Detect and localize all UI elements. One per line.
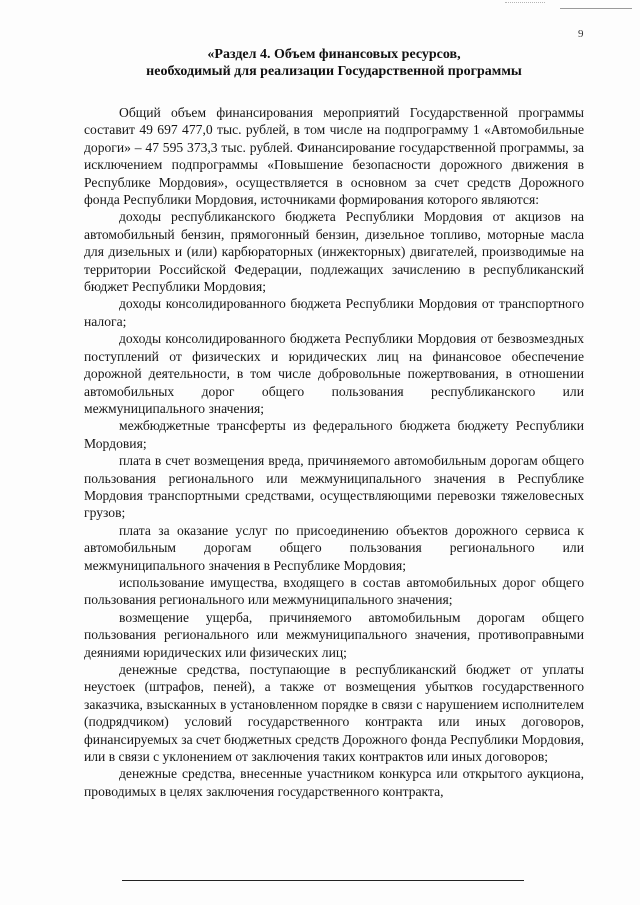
paragraph-heavy-cargo-fee: плата в счет возмещения вреда, причиняемого автомобильным дорогам общего пользования регионального или межмуниципального значения в Республике Мордовия транспортными средствами, осуществляющими перевозки тяжеловесных грузов; [84,453,584,521]
footer-rule [122,880,524,881]
paragraph-property-use: использование имущества, входящего в состав автомобильных дорог общего пользования регионального или межмуниципального значения; [84,574,584,608]
scan-artifact [505,2,545,7]
scan-edge-line [560,8,632,9]
paragraph-penalties: денежные средства, поступающие в республиканский бюджет от уплаты неустоек (штрафов, пеней), а также от возмещения убытков государственного заказчика, взысканных в установленном порядке в связи с нарушением исполнителем (подрядчиком) условий государственного контракта или иных договоров, финансируемых за счет бюджетных средств Дорожного фонда Республики Мордовия, или в связи с уклонением от заключения таких контрактов или иных договоров; [84,662,584,765]
paragraph-roadside-service-fee: плата за оказание услуг по присоединению объектов дорожного сервиса к автомобильным дорогам общего пользования регионального или межмуниципального значения в Республике Мордовия; [84,522,584,573]
paragraph-damage-compensation: возмещение ущерба, причиняемого автомобильным дорогам общего пользования регионального или межмуниципального значения, противоправными деяниями юридических или физических лиц; [84,609,584,660]
body-text [84,104,584,800]
paragraph-excise-income: доходы республиканского бюджета Республики Мордовия от акцизов на автомобильный бензин, прямогонный бензин, дизельное топливо, моторные масла для дизельных и (или) карбюраторных (инжекторных) двигателей, производимые на территории Российской Федерации, подлежащих зачислению в республиканский бюджет Республики Мордовия; [84,209,584,295]
section-title [84,46,584,80]
page-number: 9 [578,28,584,40]
section-title-line-2: необходимый для реализации Государственной программы [146,64,522,79]
paragraph-transport-tax: доходы консолидированного бюджета Республики Мордовия от транспортного налога; [84,296,584,329]
paragraph-tender-deposits: денежные средства, внесенные участником конкурса или открытого аукциона, проводимых в целях заключения государственного контракта, [84,766,584,799]
paragraph-gratuitous-receipts: доходы консолидированного бюджета Республики Мордовия от безвозмездных поступлений от физических и юридических лиц на финансовое обеспечение дорожной деятельности, в том числе добровольные пожертвования, в отношении автомобильных дорог общего пользования республиканского или межмуниципального значения; [84,331,584,416]
paragraph-federal-transfers: межбюджетные трансферты из федерального бюджета бюджету Республики Мордовия; [84,418,584,451]
section-title-line-1: «Раздел 4. Объем финансовых ресурсов, [207,47,461,62]
paragraph-total-funding: Общий объем финансирования мероприятий Государственной программы составит 49 697 477,0 тыс. рублей, в том числе на подпрограмму 1 «Автомобильные дороги» – 47 595 373,3 тыс. рублей. Финансирование государственной программы, за исключением подпрограммы «Повышение безопасности дорожного движения в Республике Мордовия», осуществляется в основном за счет средств Дорожного фонда Республики Мордовия, источниками формирования которого являются: [84,105,584,208]
